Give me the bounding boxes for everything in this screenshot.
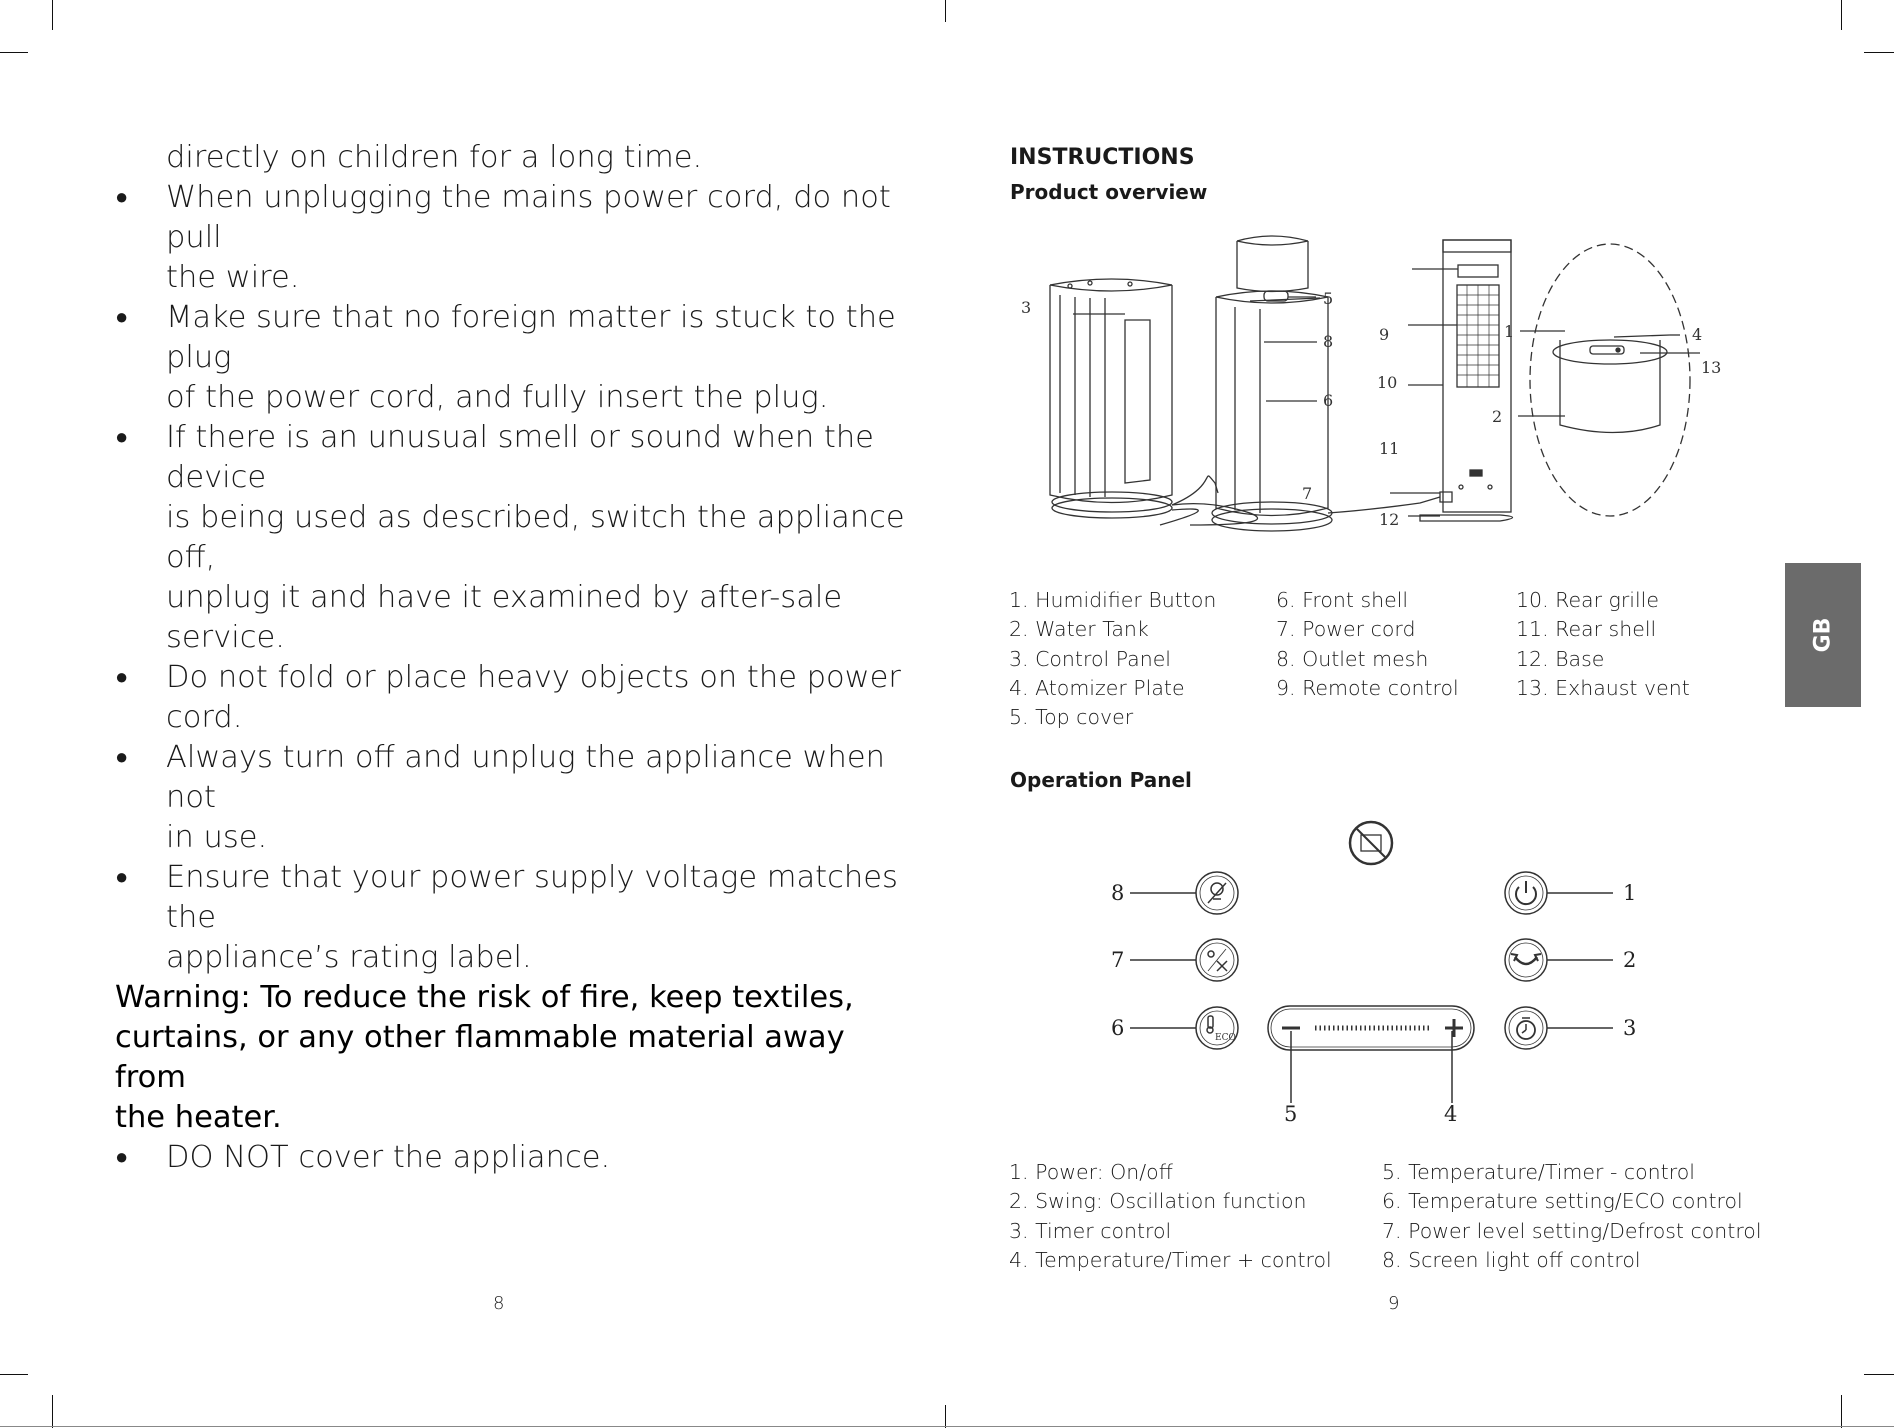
screen-off-icon — [1350, 822, 1392, 864]
page-number: 9 — [1388, 1293, 1400, 1314]
text-line: the wire. — [166, 260, 300, 295]
callout-7: 7 — [1302, 484, 1313, 503]
product-overview-diagram — [1020, 225, 1730, 545]
operation-panel-heading: Operation Panel — [1010, 768, 1192, 792]
panel-callout-8: 8 — [1111, 881, 1125, 905]
legend-item: 3. Control Panel — [1009, 646, 1171, 671]
callout-12: 12 — [1379, 510, 1400, 529]
list-item — [115, 178, 915, 298]
panel-callout-4: 4 — [1444, 1102, 1458, 1126]
callout-8: 8 — [1323, 332, 1334, 351]
legend-item: 3. Timer control — [1009, 1218, 1172, 1243]
text-line: If there is an unusual smell or sound when the device — [166, 420, 874, 495]
page-number: 8 — [493, 1293, 505, 1314]
power-level-defrost-icon — [1196, 939, 1238, 981]
continuation-line: directly on children for a long time. — [166, 140, 703, 175]
product-overview-heading: Product overview — [1010, 180, 1208, 204]
legend-item: 8. Outlet mesh — [1276, 646, 1429, 671]
fire-warning — [115, 978, 915, 1138]
legend-item: 1. Humidifier Button — [1009, 588, 1217, 612]
power-icon — [1505, 872, 1547, 914]
legend-item: 10. Rear grille — [1516, 588, 1659, 612]
panel-callout-5: 5 — [1284, 1102, 1298, 1126]
crop-mark — [1841, 0, 1842, 30]
text-line: in use. — [166, 820, 268, 855]
text-line: When unplugging the mains power cord, do not pull — [166, 180, 891, 255]
list-item — [115, 858, 915, 978]
panel-legend-col1 — [1009, 1158, 1332, 1275]
panel-callout-3: 3 — [1623, 1016, 1637, 1040]
product-legend-col3 — [1516, 586, 1690, 703]
legend-item: 5. Temperature/Timer - control — [1382, 1160, 1695, 1184]
text-line: appliance’s rating label. — [166, 940, 532, 975]
text-line: the heater. — [115, 1100, 282, 1135]
legend-item: 9. Remote control — [1276, 675, 1459, 700]
legend-item: 4. Atomizer Plate — [1009, 675, 1185, 700]
list-item — [115, 1138, 915, 1178]
legend-item: 6. Front shell — [1276, 588, 1409, 612]
legend-item: 13. Exhaust vent — [1516, 675, 1690, 700]
legend-item: 2. Swing: Oscillation function — [1009, 1189, 1307, 1214]
bullet-icon: ● — [115, 665, 129, 690]
text-line: Do not fold or place heavy objects on the power cord. — [166, 660, 901, 735]
product-legend-col2 — [1276, 586, 1459, 703]
panel-legend-col2 — [1382, 1158, 1762, 1275]
page-title: INSTRUCTIONS — [1010, 145, 1195, 170]
text-line: Make sure that no foreign matter is stuck to the plug — [166, 300, 896, 375]
language-tab — [1785, 563, 1861, 707]
callout-6: 6 — [1323, 391, 1334, 410]
legend-item: 8. Screen light off control — [1382, 1247, 1641, 1272]
text-line: Warning: To reduce the risk of fire, keep textiles, — [115, 980, 854, 1015]
legend-item: 7. Power level setting/Defrost control — [1382, 1218, 1762, 1243]
callout-10: 10 — [1377, 373, 1398, 392]
temperature-timer-slider — [1268, 1006, 1474, 1050]
callout-3: 3 — [1021, 298, 1032, 317]
list-item — [115, 658, 915, 738]
bullet-icon: ● — [115, 865, 129, 890]
text-line: Ensure that your power supply voltage matches the — [166, 860, 898, 935]
legend-item: 5. Top cover — [1009, 705, 1134, 730]
callout-1: 1 — [1504, 322, 1515, 341]
legend-item: 7. Power cord — [1276, 617, 1416, 642]
language-tab-label: GB — [1810, 617, 1836, 653]
legend-item: 11. Rear shell — [1516, 617, 1657, 642]
legend-item: 12. Base — [1516, 646, 1605, 671]
bullet-icon: ● — [115, 745, 129, 770]
legend-item: 4. Temperature/Timer + control — [1009, 1247, 1332, 1272]
list-item — [115, 738, 915, 858]
bullet-icon: ● — [115, 185, 129, 210]
crop-mark — [1864, 1374, 1894, 1375]
callout-4: 4 — [1692, 325, 1703, 344]
text-line: DO NOT cover the appliance. — [166, 1140, 611, 1175]
list-item — [115, 298, 915, 418]
callout-13: 13 — [1701, 358, 1722, 377]
legend-item: 6. Temperature setting/ECO control — [1382, 1189, 1743, 1214]
text-line: is being used as described, switch the appliance off, — [166, 500, 905, 575]
timer-icon — [1505, 1007, 1547, 1049]
panel-callout-2: 2 — [1623, 948, 1637, 972]
callout-9: 9 — [1379, 325, 1390, 344]
crop-mark — [1864, 52, 1894, 53]
text-line: curtains, or any other flammable material away from — [115, 1020, 845, 1095]
legend-item: 1. Power: On/off — [1009, 1160, 1173, 1184]
operation-panel-diagram — [1100, 815, 1660, 1135]
left-page — [0, 0, 946, 1428]
screen-light-off-icon — [1196, 872, 1238, 914]
bullet-icon: ● — [115, 305, 129, 330]
list-item — [115, 418, 915, 658]
panel-callout-6: 6 — [1111, 1016, 1125, 1040]
panel-callout-7: 7 — [1111, 948, 1125, 972]
panel-callout-1: 1 — [1623, 881, 1637, 905]
callout-5: 5 — [1323, 289, 1334, 308]
callout-11: 11 — [1379, 439, 1400, 458]
product-legend-col1 — [1009, 586, 1216, 732]
eco-label: ECO — [1215, 1033, 1236, 1043]
swing-icon — [1505, 939, 1547, 981]
crop-mark — [1841, 1395, 1842, 1428]
bullet-icon: ● — [115, 1145, 129, 1170]
text-line: of the power cord, and fully insert the plug. — [166, 380, 829, 415]
callout-2: 2 — [1492, 407, 1503, 426]
bullet-icon: ● — [115, 425, 129, 450]
text-line: Always turn off and unplug the appliance when not — [166, 740, 885, 815]
legend-item: 2. Water Tank — [1009, 617, 1149, 642]
text-line: unplug it and have it examined by after-sale service. — [166, 580, 843, 655]
safety-text — [115, 138, 915, 1178]
